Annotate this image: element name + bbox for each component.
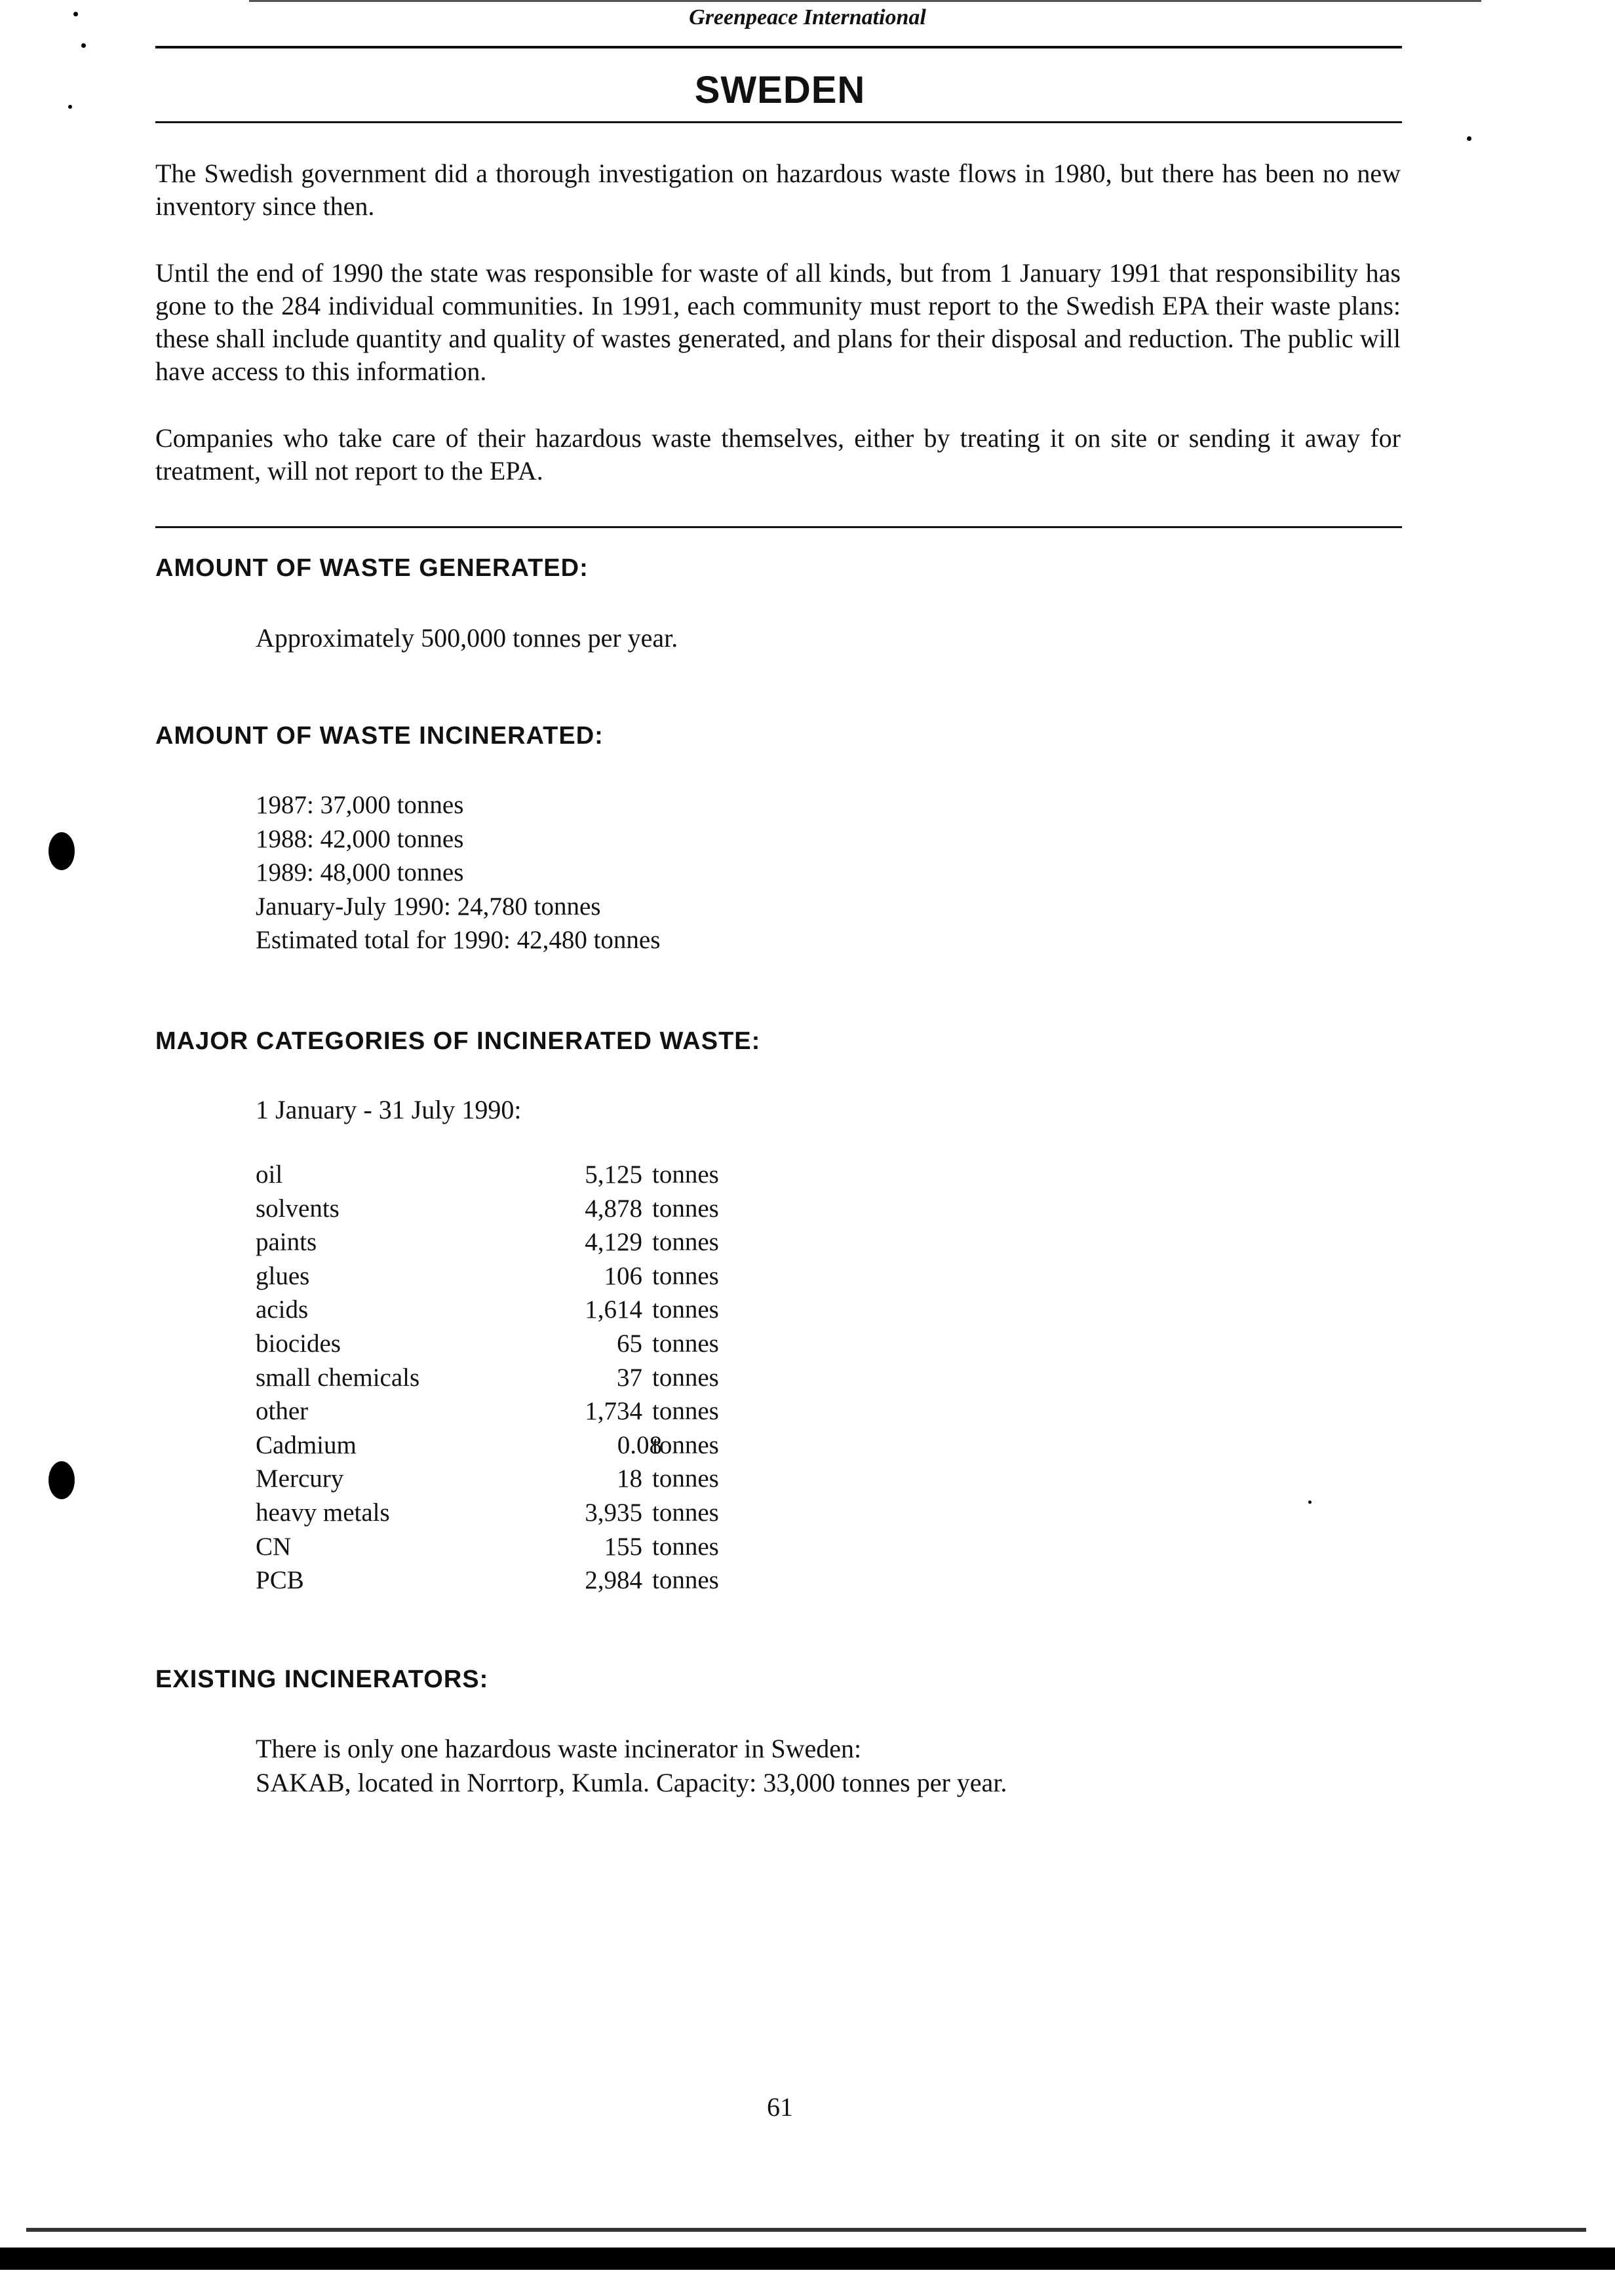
intro-paragraph-2: Until the end of 1990 the state was responsible for waste of all kinds, but from 1 January 1991 that responsibility has gone to the 284 individual communities. In 1991, each community must report to the Swedish EPA their waste plans: these shall include quantity and quality of wastes generated, and plans for their disposal and reduction. The public will have access to this information. (155, 258, 1401, 386)
categories-period: 1 January - 31 July 1990: (256, 1095, 522, 1124)
category-unit: tonnes (652, 1261, 719, 1290)
incinerated-heading: AMOUNT OF WASTE INCINERATED: (155, 722, 604, 750)
category-value: 37 (617, 1363, 642, 1392)
incinerated-line: January-July 1990: 24,780 tonnes (256, 892, 601, 921)
category-unit: tonnes (652, 1499, 719, 1527)
category-name: solvents (256, 1194, 340, 1223)
incinerators-heading: EXISTING INCINERATORS: (155, 1666, 489, 1693)
category-unit: tonnes (652, 1397, 719, 1426)
category-value: 65 (617, 1330, 642, 1358)
category-unit: tonnes (652, 1532, 719, 1561)
category-name: glues (256, 1261, 310, 1290)
category-unit: tonnes (652, 1160, 719, 1189)
scan-speck (1467, 136, 1471, 141)
category-name: PCB (256, 1566, 304, 1595)
page-title: SWEDEN (694, 69, 866, 111)
scan-artifact-bottom-thin (26, 2228, 1586, 2232)
category-unit: tonnes (652, 1363, 719, 1392)
category-name: other (256, 1397, 309, 1426)
category-value: 106 (604, 1261, 642, 1290)
category-value: 1,614 (585, 1295, 642, 1324)
scan-artifact-top (249, 0, 1481, 2)
binder-hole (49, 832, 75, 870)
intro-paragraph-1: The Swedish government did a thorough investigation on hazardous waste flows in 1980, but there has been no new inventory since then. (155, 159, 1401, 221)
category-name: Mercury (256, 1464, 344, 1493)
category-value: 18 (617, 1464, 642, 1493)
category-value: 2,984 (585, 1566, 642, 1595)
category-unit: tonnes (652, 1430, 719, 1459)
incinerated-line: 1989: 48,000 tonnes (256, 858, 464, 887)
incinerators-line: There is only one hazardous waste incinerator in Sweden: (256, 1734, 862, 1763)
scan-speck (73, 12, 78, 16)
category-unit: tonnes (652, 1194, 719, 1223)
category-name: Cadmium (256, 1430, 357, 1459)
running-head: Greenpeace International (689, 5, 926, 29)
category-unit: tonnes (652, 1566, 719, 1595)
header-rule-bottom (155, 121, 1402, 123)
category-value: 3,935 (585, 1499, 642, 1527)
category-name: CN (256, 1532, 292, 1561)
category-value: 4,878 (585, 1194, 642, 1223)
category-name: biocides (256, 1330, 341, 1358)
category-name: acids (256, 1295, 309, 1324)
scan-speck (81, 43, 86, 48)
category-value: 155 (604, 1532, 642, 1561)
category-unit: tonnes (652, 1464, 719, 1493)
category-value: 1,734 (585, 1397, 642, 1426)
category-name: paints (256, 1228, 317, 1257)
incinerated-list (256, 788, 660, 957)
scan-artifact-bottom-band (0, 2248, 1615, 2270)
incinerated-line: Estimated total for 1990: 42,480 tonnes (256, 926, 661, 955)
categories-heading: MAJOR CATEGORIES OF INCINERATED WASTE: (155, 1027, 761, 1055)
category-name: heavy metals (256, 1499, 390, 1527)
generated-heading: AMOUNT OF WASTE GENERATED: (155, 554, 589, 582)
category-name: small chemicals (256, 1363, 420, 1392)
section-divider (155, 526, 1402, 528)
category-unit: tonnes (652, 1295, 719, 1324)
category-value: 0.08 (617, 1430, 662, 1459)
generated-text: Approximately 500,000 tonnes per year. (256, 623, 678, 653)
header-rule-top (155, 46, 1402, 48)
incinerators-line: SAKAB, located in Norrtorp, Kumla. Capacity: 33,000 tonnes per year. (256, 1768, 1007, 1797)
page-number: 61 (767, 2092, 793, 2122)
category-unit: tonnes (652, 1228, 719, 1257)
scan-speck (68, 105, 72, 109)
incinerated-line: 1988: 42,000 tonnes (256, 824, 464, 853)
scan-speck (1308, 1501, 1312, 1504)
category-unit: tonnes (652, 1330, 719, 1358)
category-name: oil (256, 1160, 283, 1189)
binder-hole (49, 1461, 75, 1499)
category-value: 5,125 (585, 1160, 642, 1189)
incinerated-line: 1987: 37,000 tonnes (256, 791, 464, 819)
category-value: 4,129 (585, 1228, 642, 1257)
intro-paragraph-3: Companies who take care of their hazardous waste themselves, either by treating it on site or sending it away for treatment, will not report to the EPA. (155, 423, 1401, 486)
incinerators-text (256, 1732, 1007, 1800)
